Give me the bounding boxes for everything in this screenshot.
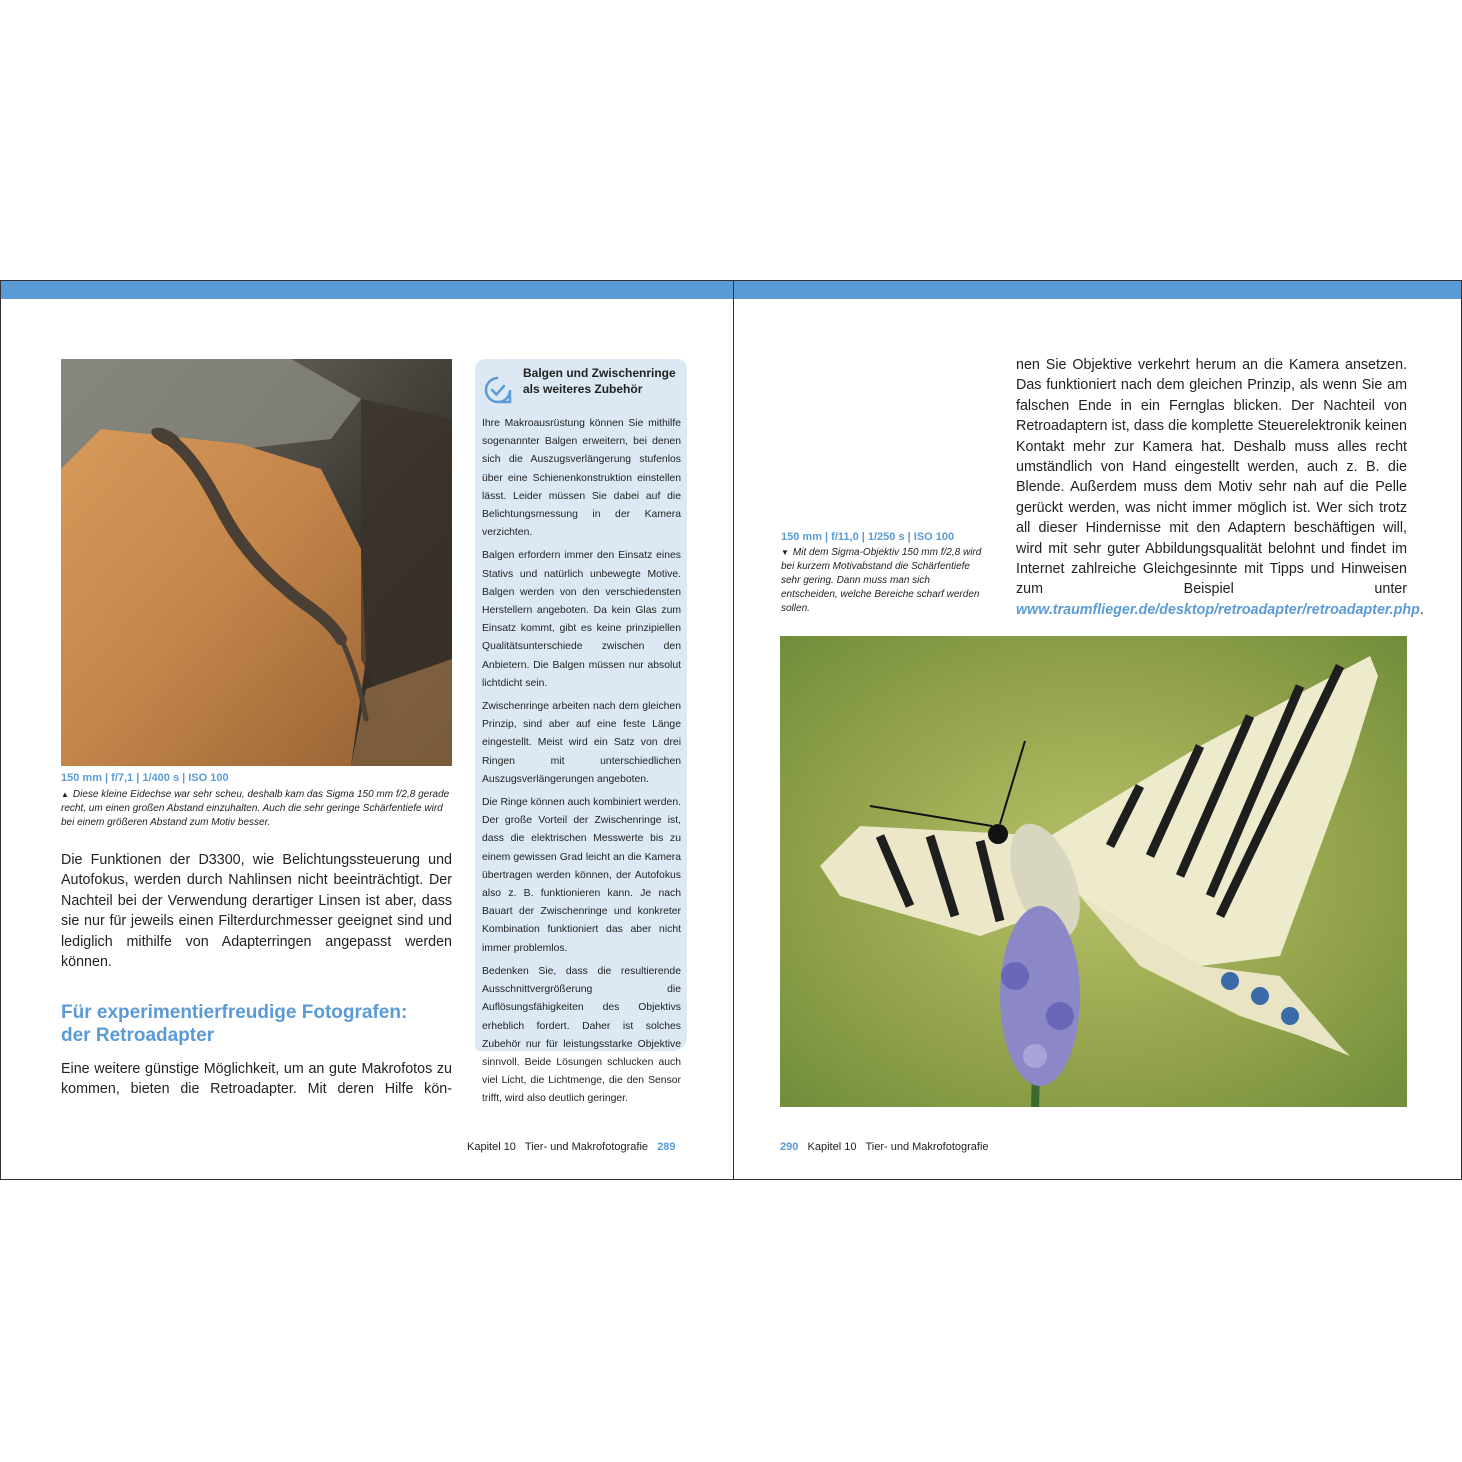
sidebar-box	[475, 359, 687, 1105]
page-top-bar	[734, 281, 1461, 299]
left-page	[0, 280, 734, 1180]
butterfly-photo	[780, 636, 1407, 1107]
triangle-down-icon: ▼	[781, 548, 789, 557]
triangle-up-icon: ▲	[61, 790, 69, 799]
right-page	[733, 280, 1462, 1180]
book-spread	[0, 280, 1461, 1181]
paragraph-with-link	[1016, 355, 1424, 620]
paragraph-text: Die Funktionen der D3300, wie Belichtungssteuerung und Autofokus, werden durch Nahlinsen nicht beeinträchtigt. Der Nachteil bei der Verwendung derartiger Linsen ist aber, dass sie nur für jeweils einen Filterdurchmesser geeignet sind und lediglich mithilfe von Adapterringen angepasst werden können.	[61, 852, 452, 971]
heading-line-1: Für experimentierfreudige Fotografen:	[61, 1002, 408, 1023]
paragraph-text: Eine weitere günstige Möglichkeit, um an gute Makrofotos zu kommen, bieten die Retroadapter. Mit deren Hilfe kön-	[61, 1061, 452, 1098]
sidebar-paragraph: Balgen erfordern immer den Einsatz eines Stativs und natürlich unbewegte Motive. Balgen werden von den verschiedensten Herstellern angeboten. Da kein Glas zum Einsatz kommt, gibt es keine prinzipiellen Qualitätsunterschiede zwischen den Anbietern. Die Balgen müssen nur absolut lichtdicht sein.	[482, 550, 681, 689]
photo-caption-meta: 150 mm | f/11,0 | 1/250 s | ISO 100	[781, 531, 955, 543]
page-footer	[780, 1141, 989, 1153]
footer-chapter: Kapitel 10	[807, 1141, 857, 1153]
footer-title: Tier- und Makrofotografie	[865, 1141, 989, 1153]
page-number: 289	[657, 1141, 676, 1153]
body-paragraph	[61, 850, 452, 972]
sidebar-paragraph: Die Ringe können auch kombiniert werden. Der große Vorteil der Zwischenringe ist, dass die elektrischen Messwerte bis zu einem gewissen Grad leicht an die Kamera übertragen werden können, der Autofokus also z. B. funktionieren kann. Je nach Bauart der Zwischenringe und konkreter Kombination funktioniert das aber nicht immer problemlos.	[482, 797, 681, 954]
photo-caption-text: Diese kleine Eidechse war sehr scheu, deshalb kam das Sigma 150 mm f/2,8 gerade recht, um einen großen Abstand einzuhalten. Auch die sehr geringe Schärfentiefe wird bei einem größeren Abstand zum Motiv besser.	[61, 789, 450, 828]
section-heading	[61, 1001, 461, 1047]
lizard-photo	[61, 359, 452, 766]
sidebar-paragraph: Zwischenringe arbeiten nach dem gleichen Prinzip, sind aber auf eine feste Länge eingestellt. Meist wird ein Satz von drei Ringen mit unterschiedlichen Auszugsverlängerungen angeboten.	[482, 701, 681, 785]
page-top-bar	[1, 281, 733, 299]
page-footer	[467, 1141, 676, 1153]
photo-caption	[61, 788, 451, 830]
photo-caption-text: Mit dem Sigma-Objektiv 150 mm f/2,8 wird bei kurzem Motivabstand die Schärfentiefe sehr gering. Dann muss man sich entscheiden, welche Bereiche scharf werden sollen.	[781, 547, 982, 614]
checkmark-bubble-icon	[483, 375, 513, 405]
paragraph-end: .	[1419, 601, 1424, 618]
sidebar-paragraph: Ihre Makroausrüstung können Sie mithilfe sogenannter Balgen erweitern, bei denen sich die Auszugsverlängerung stufenlos über eine Schienenkonstruktion einstellen lässt. Leider müssen Sie dabei auf die Belichtungsmessung in der Kamera verzichten.	[482, 418, 681, 539]
photo-caption-meta: 150 mm | f/7,1 | 1/400 s | ISO 100	[61, 772, 229, 784]
sidebar-text	[482, 415, 681, 1114]
sidebar-paragraph: Bedenken Sie, dass die resultierende Ausschnittvergrößerung die Auflösungsfähigkeiten des Objektivs erheblich fordert. Daher ist solches Zubehör nur für leistungsstarke Objektive sinnvoll. Beide Lösungen schlucken auch viel Licht, die Lichtmenge, die den Sensor trifft, wird also deutlich geringer.	[482, 965, 681, 1105]
heading-line-2: der Retroadapter	[61, 1025, 215, 1046]
body-paragraph	[1016, 355, 1424, 620]
retroadapter-link[interactable]: www.traumflieger.de/desktop/retroadapter/retroadapter.php	[1016, 601, 1420, 618]
page-number: 290	[780, 1141, 799, 1153]
footer-chapter: Kapitel 10	[467, 1141, 516, 1153]
footer-title: Tier- und Makrofotografie	[524, 1141, 649, 1153]
photo-caption	[781, 546, 985, 616]
sidebar-title: Balgen und Zwischenringe als weiteres Zubehör	[523, 366, 676, 396]
paragraph-text: nen Sie Objektive verkehrt herum an die Kamera ansetzen. Das funktioniert nach dem gleichen Prinzip, als wenn Sie am falschen Ende in ein Fernglas blicken. Der Nachteil von Retroadaptern ist, dass die komplette Steuerelektronik keinen Kontakt mehr zur Kamera hat. Deshalb muss alles recht umständlich von Hand eingestellt werden, auch z. B. die Blende. Außerdem muss dem Motiv sehr nah auf die Pelle gerückt werden, was nicht immer möglich ist. Wer sich trotz all dieser Hindernisse mit den Adaptern beschäftigen will, wird mit sehr guter Abbildungsqualität belohnt und findet im Internet zahlreiche Gleichgesinnte mit Tipps und Hinweisen zum Beispiel unter	[1016, 357, 1407, 598]
body-paragraph-2	[61, 1059, 452, 1100]
